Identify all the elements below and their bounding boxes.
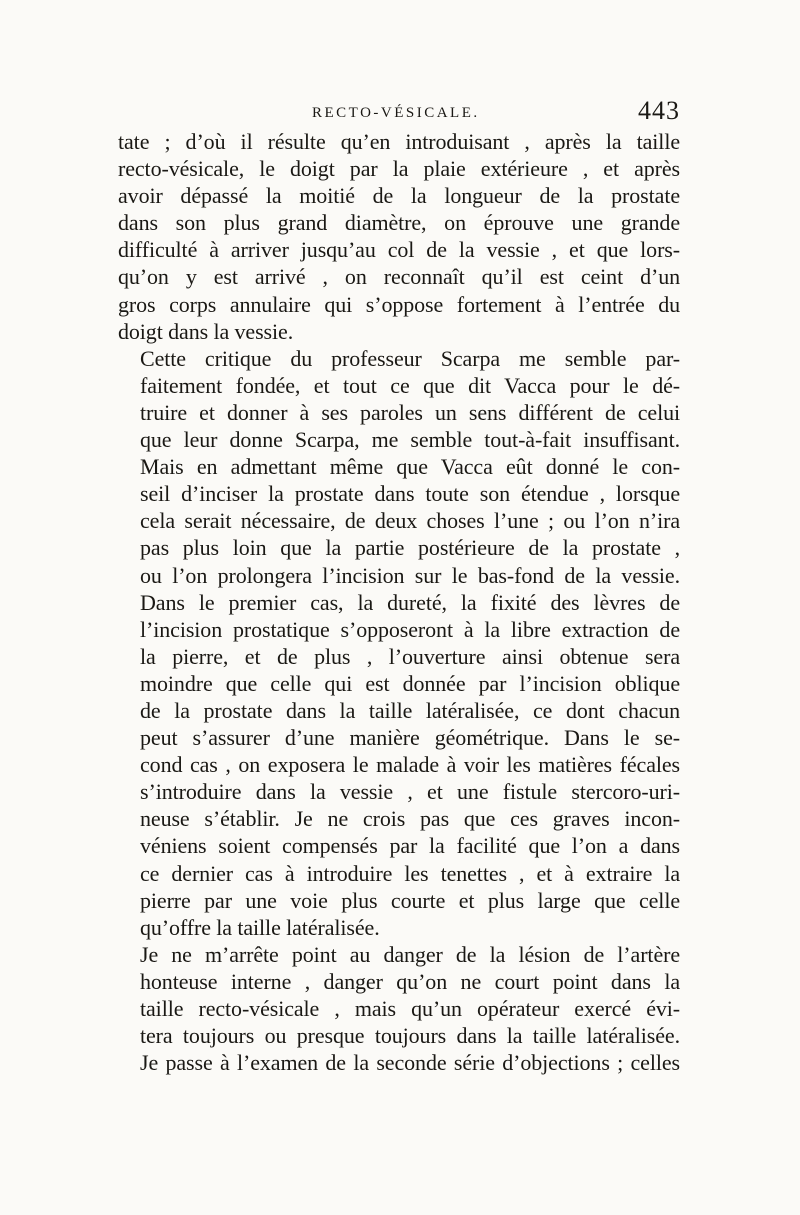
text-line: neuse s’établir. Je ne crois pas que ces graves incon- [140,806,680,832]
running-title: RECTO-VÉSICALE. [312,105,480,121]
text-line: faitement fondée, et tout ce que dit Vacca pour le dé- [140,372,680,398]
text-line: dans son plus grand diamètre, on éprouve une grande [118,210,680,236]
text-line: cela serait nécessaire, de deux choses l’une ; ou l’on n’ira [140,508,680,534]
text-line: cond cas , on exposera le malade à voir les matières fécales [140,752,680,778]
text-line: taille recto-vésicale , mais qu’un opérateur exercé évi- [140,996,680,1021]
text-line: ou l’on prolongera l’incision sur le bas-fond de la vessie. [140,562,680,588]
text-line: avoir dépassé la moitié de la longueur de la prostate [118,183,680,209]
text-line: moindre que celle qui est donnée par l’incision oblique [140,670,680,696]
text-line: truire et donner à ses paroles un sens différent de celui [140,399,680,425]
text-line: s’introduire dans la vessie , et une fistule stercoro-uri- [140,779,680,805]
page-number: 443 [638,96,680,125]
paragraph-2 [118,345,680,941]
text-line: Je ne m’arrête point au danger de la lésion de l’artère [140,941,680,967]
text-line: peut s’assurer d’une manière géométrique. Dans le se- [140,725,680,751]
text-line: doigt dans la vessie. [118,318,294,344]
text-line: l’incision prostatique s’opposeront à la libre extraction de [140,616,680,642]
page-header [118,96,680,130]
text-line: pas plus loin que la partie postérieure de la prostate , [140,535,680,561]
text-line: de la prostate dans la taille latéralisée, ce dont chacun [140,697,680,723]
text-line: seil d’inciser la prostate dans toute son étendue , lorsque [140,481,680,507]
text-line: pierre par une voie plus courte et plus large que celle [140,887,680,913]
text-line: la pierre, et de plus , l’ouverture ainsi obtenue sera [140,643,680,669]
text-line: tera toujours ou presque toujours dans la taille latéralisée. [140,1023,680,1049]
text-line: qu’offre la taille latéralisée. [140,914,380,940]
text-line: tate ; d’où il résulte qu’en introduisant , après la taille [118,129,680,154]
text-line: honteuse interne , danger qu’on ne court point dans la [140,968,680,994]
body-text [118,128,680,1076]
text-line: véniens soient compensés par la facilité que l’on a dans [140,833,680,859]
text-line: difficulté à arriver jusqu’au col de la vessie , et que lors- [118,237,680,263]
text-line: Mais en admettant même que Vacca eût donné le con- [140,454,680,480]
text-line: Dans le premier cas, la dureté, la fixité des lèvres de [140,589,680,615]
text-line: qu’on y est arrivé , on reconnaît qu’il est ceint d’un [118,264,680,290]
text-line: recto-vésicale, le doigt par la plaie extérieure , et après [118,156,680,182]
text-line: Je passe à l’examen de la seconde série d’objections ; celles [140,1050,680,1076]
text-line: gros corps annulaire qui s’oppose fortement à l’entrée du [118,291,680,317]
text-line: ce dernier cas à introduire les tenettes , et à extraire la [140,860,680,886]
paragraph-3 [118,941,680,1076]
text-line: Cette critique du professeur Scarpa me semble par- [140,345,680,371]
paragraph-1 [118,128,680,345]
text-line: que leur donne Scarpa, me semble tout-à-fait insuffisant. [140,427,680,453]
